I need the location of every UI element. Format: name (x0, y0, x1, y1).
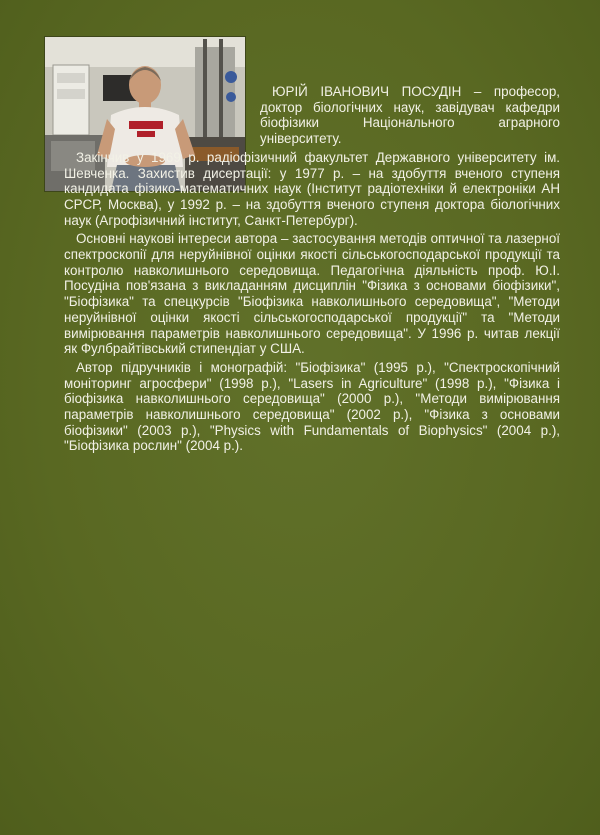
bio-paragraph-publications: Автор підручників і монографій: "Біофізика" (1995 р.), "Спектроскопічний моніторинг агросфери" (1998 р.), "Lasers in Agriculture" (1998 р.), "Фізика і біофізика навколишнього середовища" (2000 р.), "Методи вимірювання параметрів навколишнього середовища" (2002 р.), "Фізика з основами біофізики" (2003 р.), "Physics with Fundamentals of Biophysics" (2004 р.), "Біофізика рослин" (2004 р.). (64, 359, 560, 454)
author-intro (260, 84, 560, 147)
author-intro-text: – професор, доктор біологічних наук, завідувач кафедри біофізики Національного аграрного університету. (260, 84, 560, 147)
bio-paragraph-education: Закінчив у 1969 р. радіофізичний факультет Державного університету ім. Шевченка. Захистив дисертації: у 1977 р. – на здобуття вченого ступеня кандидата фізико-математичних наук (Інститут радіотехніки й електроніки АН СРСР, Москва), у 1992 р. – на здобуття вченого ступеня доктора біологічних наук (Агрофізичний інститут, Санкт-Петербург). (64, 149, 560, 228)
author-name: ЮРІЙ ІВАНОВИЧ ПОСУДІН (272, 84, 462, 99)
author-bio (64, 84, 560, 454)
bio-paragraph-research: Основні наукові інтереси автора – застосування методів оптичної та лазерної спектроскопії для неруйнівної оцінки якості сільськогосподарської продукції та контролю навколишнього середовища. Педагогічна діяльність проф. Ю.І. Посудіна пов'язана з викладанням дисциплін "Фізика з основами біофізики", "Біофізика" та спецкурсів "Біофізика навколишнього середовища", "Методи неруйнівної оцінки якості сільськогосподарської продукції" та "Методи вимірювання параметрів навколишнього середовища". У 1996 р. читав лекції як Фулбрайтівський стипендіат у США. (64, 231, 560, 357)
